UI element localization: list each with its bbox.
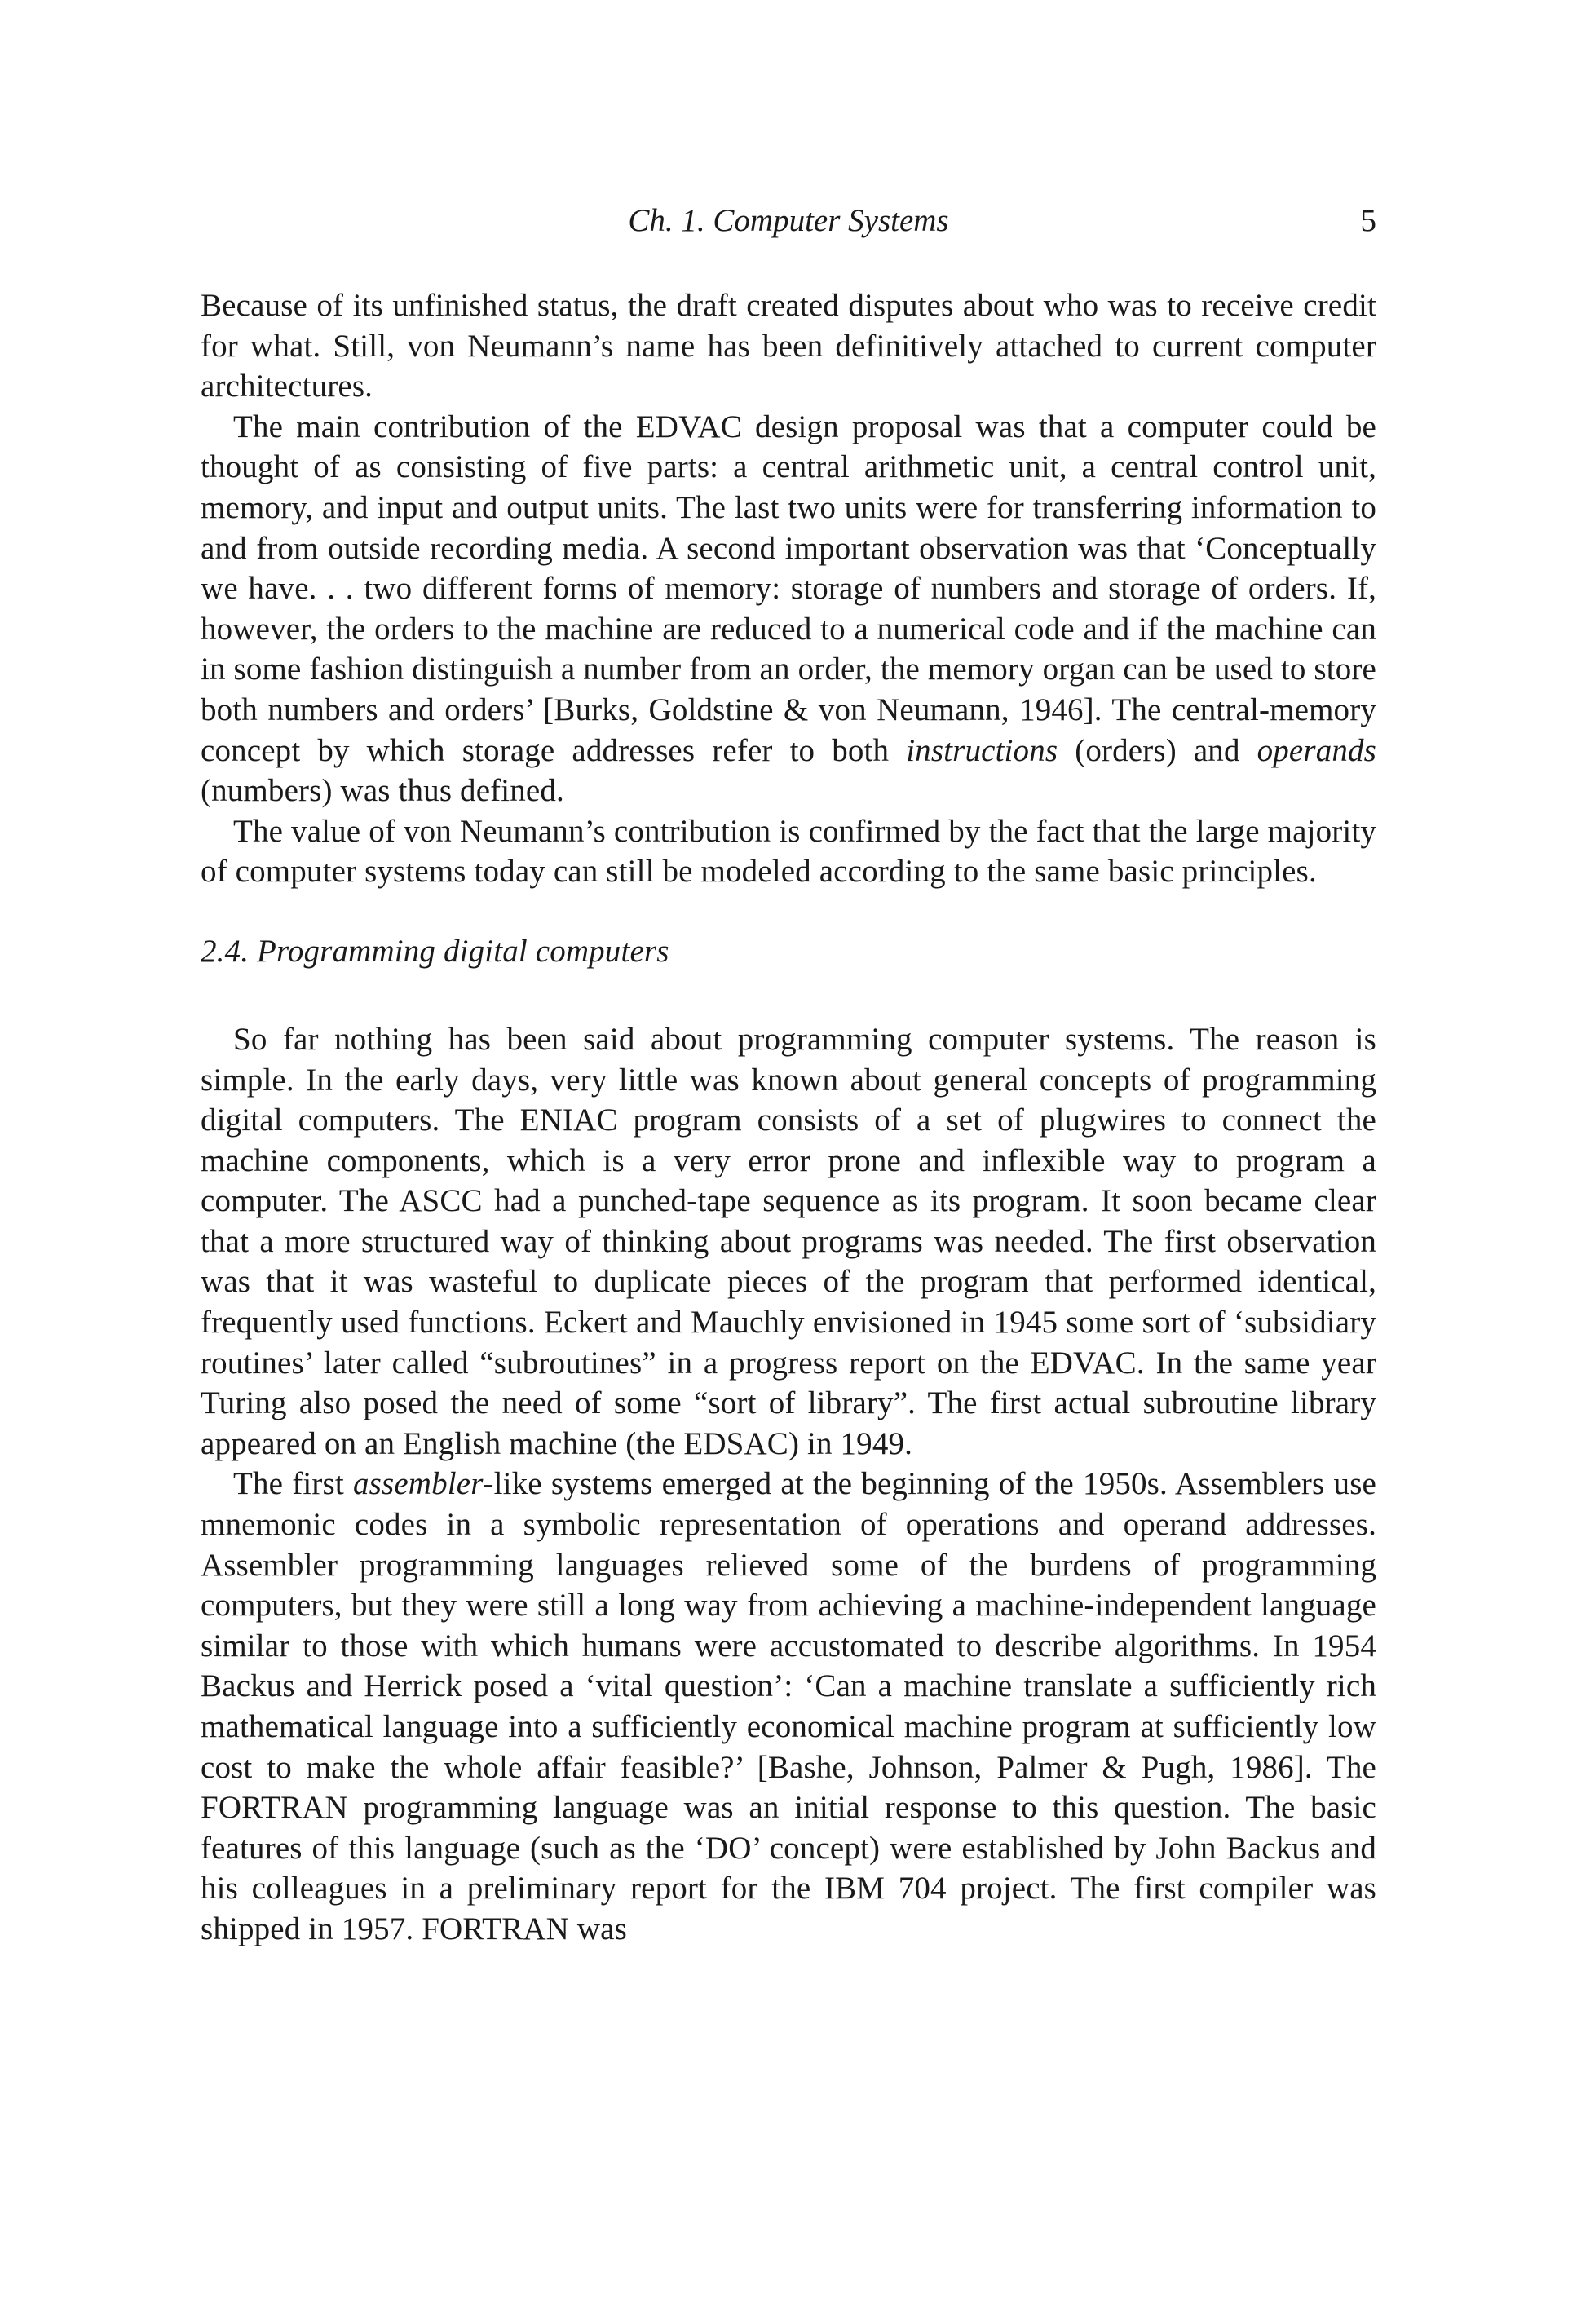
paragraph-edvac-contribution [201, 407, 1376, 811]
paragraph-text: (orders) and [1058, 732, 1257, 768]
running-head [201, 202, 1376, 251]
paragraph-von-neumann-value: The value of von Neumann’s contribution is confirmed by the fact that the large majority of computer systems today can still be modeled according to the same basic principles. [201, 813, 1376, 890]
paragraph-unfinished-status: Because of its unfinished status, the draft created disputes about who was to receive credit for what. Still, von Neumann’s name has been definitively attached to current computer architectures. [201, 288, 1376, 404]
paragraph-text: -like systems emerged at the beginning of the 1950s. Assemblers use mnemonic codes in a symbolic representation of operations and operand addresses. Assembler programming languages relieved some of the burdens of programming computers, but they were still a long way from achieving a machine-independent language similar to those with which humans were accustomated to describe algorithms. In 1954 Backus and Herrick posed a ‘vital question’: ‘Can a machine translate a sufficiently rich mathematical language into a sufficiently economical machine program at sufficiently low cost to make the whole affair feasible?’ [Bashe, Johnson, Palmer & Pugh, 1986]. The FORTRAN programming language was an initial response to this question. The basic features of this language (such as the ‘DO’ concept) were established by John Backus and his colleagues in a preliminary report for the IBM 704 project. The first compiler was shipped in 1957. FORTRAN was [201, 1466, 1376, 1946]
paragraph-text: The first [233, 1466, 354, 1502]
emphasis-instructions: instructions [906, 732, 1058, 768]
paragraph-assemblers [201, 1464, 1376, 1949]
body-text [201, 285, 1376, 1950]
book-page [201, 202, 1376, 1950]
section-heading: 2.4. Programming digital computers [201, 933, 669, 969]
emphasis-assembler: assembler [353, 1466, 484, 1502]
page-number: 5 [1360, 203, 1376, 238]
emphasis-operands: operands [1257, 732, 1376, 768]
paragraph-text: The main contribution of the EDVAC design proposal was that a computer could be thought of as consisting of five parts: a central arithmetic unit, a central control unit, memory, and input and output units. The last two units were for transferring information to and from outside recording media. A second important observation was that ‘Conceptually we have. . . two different forms of memory: storage of numbers and storage of orders. If, however, the orders to the machine are reduced to a numerical code and if the machine can in some fashion distinguish a number from an order, the memory organ can be used to store both numbers and orders’ [Burks, Goldstine & von Neumann, 1946]. The central-memory concept by which storage addresses refer to both [201, 409, 1376, 768]
running-title: Ch. 1. Computer Systems [628, 203, 949, 238]
paragraph-programming-early-days: So far nothing has been said about programming computer systems. The reason is simple. In the early days, very little was known about general concepts of programming digital computers. The ENIAC program consists of a set of plugwires to connect the machine components, which is a very error prone and inflexible way to program a computer. The ASCC had a punched-tape sequence as its program. It soon became clear that a more structured way of thinking about programs was needed. The first observation was that it was wasteful to duplicate pieces of the program that performed identical, frequently used functions. Eckert and Mauchly envisioned in 1945 some sort of ‘subsidiary routines’ later called “subroutines” in a progress report on the EDVAC. In the same year Turing also posed the need of some “sort of library”. The first actual subroutine library appeared on an English machine (the EDSAC) in 1949. [201, 1021, 1376, 1461]
paragraph-text: (numbers) was thus defined. [201, 773, 564, 809]
